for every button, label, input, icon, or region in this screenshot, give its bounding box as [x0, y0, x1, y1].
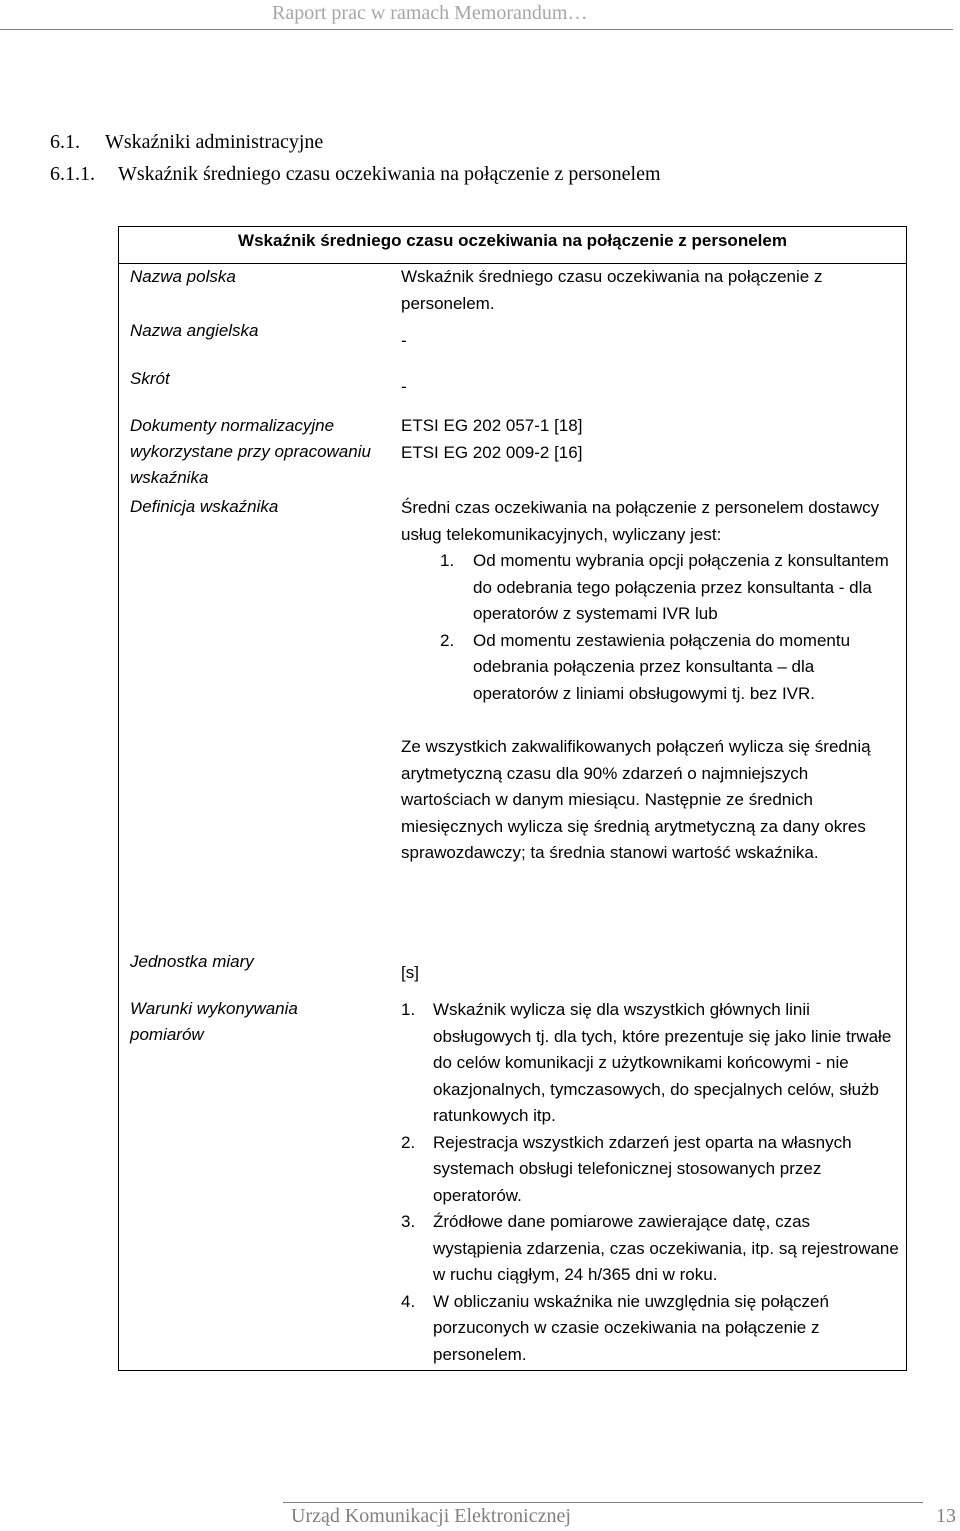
label-nazwa-polska: Nazwa polska — [130, 267, 236, 286]
footer-rule — [283, 1502, 923, 1503]
value-jednostka: [s] — [401, 963, 419, 982]
conditions-list — [401, 997, 901, 1368]
definition-list — [401, 548, 901, 707]
value-warunki — [401, 997, 901, 1368]
list-text: Od momentu zestawienia połączenia do momentu odebrania połączenia przez konsultanta – dla operatorów z liniami obsługowymi tj. bez IVR. — [473, 630, 851, 703]
list-item — [401, 1289, 899, 1369]
label-warunki: Warunki wykonywania pomiarów — [130, 999, 298, 1044]
list-text: Źródłowe dane pomiarowe zawierające datę, czas wystąpienia zdarzenia, czas oczekiwania, itp. są rejestrowane w ruchu ciągłym, 24 h/365 dni w roku. — [433, 1212, 899, 1284]
document-ref: ETSI EG 202 009-2 [16] — [401, 442, 583, 462]
list-text: Rejestracja wszystkich zdarzeń jest oparta na własnych systemach obsługi telefonicznej stosowanych przez operatorów. — [433, 1132, 852, 1205]
list-number: 2. — [401, 1132, 416, 1152]
list-number: 1. — [401, 1000, 416, 1019]
list-number: 1. — [440, 551, 455, 570]
label-jednostka: Jednostka miary — [130, 952, 254, 971]
subsection-heading — [50, 163, 661, 186]
list-item — [401, 997, 899, 1130]
subsection-title: Wskaźnik średniego czasu oczekiwania na połączenie z personelem — [118, 163, 661, 185]
list-text: W obliczaniu wskaźnika nie uwzględnia się połączeń porzuconych w czasie oczekiwania na połączenie z personelem. — [433, 1291, 829, 1364]
section-title: Wskaźniki administracyjne — [105, 131, 324, 153]
value-nazwa-angielska: - — [401, 331, 407, 350]
header-rule — [0, 29, 953, 30]
list-item — [401, 1130, 899, 1210]
list-number: 3. — [401, 1212, 416, 1231]
definition-intro: Średni czas oczekiwania na połączenie z personelem dostawcy usług telekomunikacyjnych, wyliczany jest: — [401, 498, 880, 544]
label-skrot: Skrót — [130, 369, 170, 388]
list-text: Od momentu wybrania opcji połączenia z konsultantem do odebrania tego połączenia przez konsultanta - dla operatorów z systemami IVR lub — [473, 551, 889, 623]
list-number: 2. — [440, 630, 455, 650]
list-number: 4. — [401, 1291, 416, 1311]
table-title: Wskaźnik średniego czasu oczekiwania na połączenie z personelem — [238, 231, 787, 250]
section-heading — [50, 131, 323, 154]
subsection-number: 6.1.1. — [50, 163, 95, 185]
value-skrot: - — [401, 377, 407, 396]
value-nazwa-polska: Wskaźnik średniego czasu oczekiwania na połączenie z personelem. — [401, 267, 823, 313]
running-header: Raport prac w ramach Memorandum… — [272, 2, 588, 24]
value-definicja — [401, 495, 901, 867]
label-definicja: Definicja wskaźnika — [130, 497, 279, 516]
list-item — [401, 548, 893, 628]
page-number: 13 — [936, 1505, 956, 1527]
list-item — [401, 1209, 899, 1289]
value-dokumenty — [401, 413, 901, 466]
definition-outro: Ze wszystkich zakwalifikowanych połączeń wylicza się średnią arytmetyczną czasu dla 90% zdarzeń o najmniejszych wartościach w danym miesiącu. Następnie ze średnich miesięcznych wylicza się średnią arytmetyczną za dany okres sprawozdawczy; ta średnia stanowi wartość wskaźnika. — [401, 737, 871, 862]
list-text: Wskaźnik wylicza się dla wszystkich głównych linii obsługowych tj. dla tych, które prezentuje się jako linie trwałe do celów komunikacji z użytkownikami końcowymi - nie okazjonalnych, tymczasowych, do specjalnych celów, służb ratunkowych itp. — [433, 1000, 892, 1125]
document-ref: ETSI EG 202 057-1 [18] — [401, 416, 583, 435]
indicator-table — [118, 226, 907, 1371]
list-item — [401, 628, 893, 708]
label-nazwa-angielska: Nazwa angielska — [130, 321, 259, 340]
label-dokumenty: Dokumenty normalizacyjne wykorzystane przy opracowaniu wskaźnika — [130, 416, 371, 487]
section-number: 6.1. — [50, 131, 80, 153]
footer-org: Urząd Komunikacji Elektronicznej — [291, 1505, 571, 1527]
